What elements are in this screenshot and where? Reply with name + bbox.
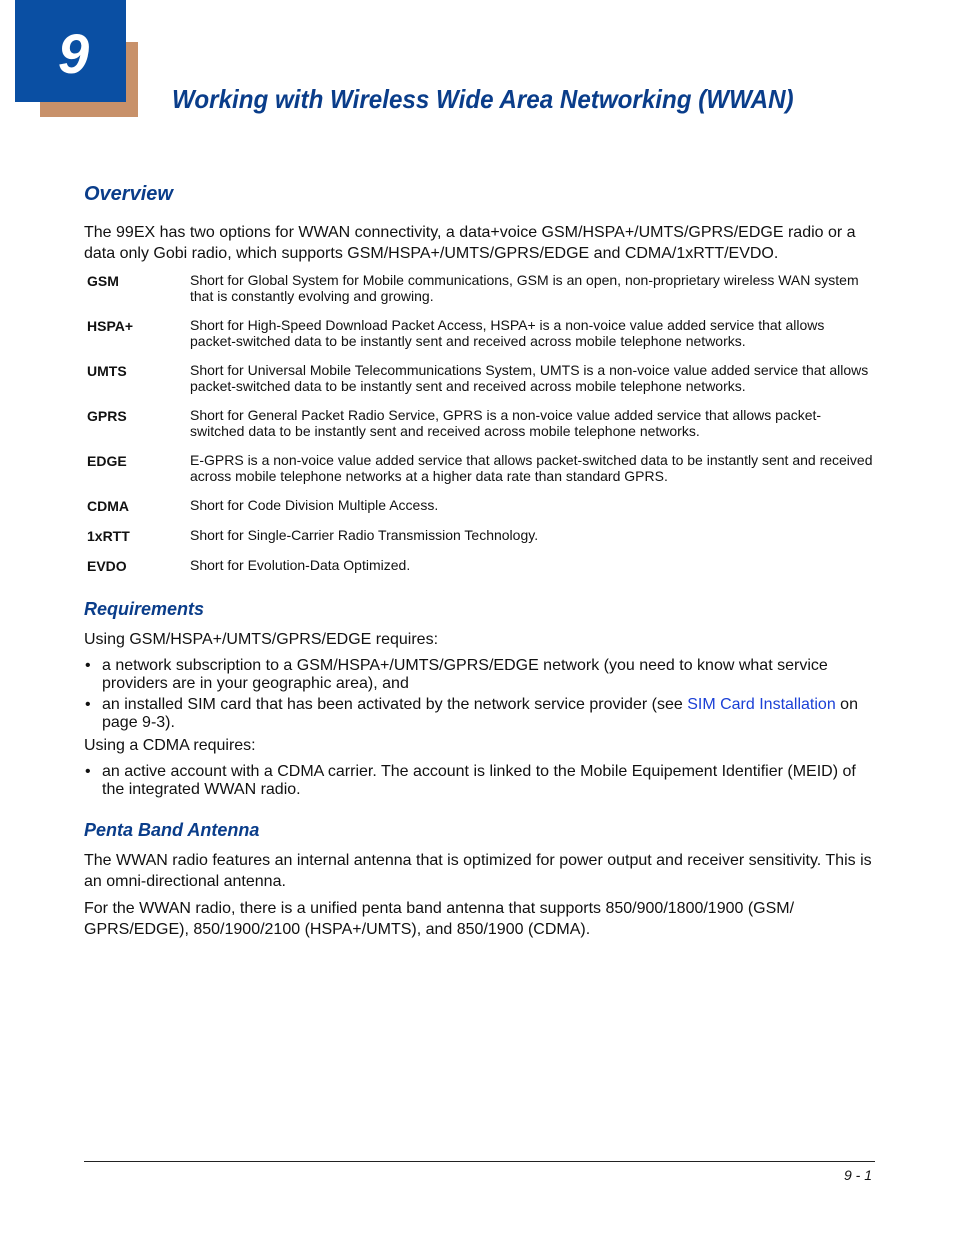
glossary-row xyxy=(84,273,874,304)
list-item xyxy=(84,696,874,732)
requirements-gsm-intro: Using GSM/HSPA+/UMTS/GPRS/EDGE requires: xyxy=(84,631,439,648)
glossary-term: GPRS xyxy=(87,408,127,424)
glossary-row xyxy=(84,558,874,574)
bullet-icon: • xyxy=(85,657,91,674)
glossary-list xyxy=(84,273,874,574)
glossary-term: UMTS xyxy=(87,363,127,379)
cdma-requirements-list xyxy=(84,763,874,799)
overview-intro: The 99EX has two options for WWAN connectivity, a data+voice GSM/HSPA+/UMTS/GPRS/EDGE radio or a data only Gobi radio, which supports GSM/HSPA+/UMTS/GPRS/EDGE and CDMA/1xRTT/EVDO. xyxy=(84,224,856,262)
glossary-row xyxy=(84,528,874,544)
footer-divider xyxy=(84,1161,875,1162)
glossary-definition: Short for Global System for Mobile communications, GSM is an open, non-proprietary wireless WAN system that is constantly evolving and growing. xyxy=(190,272,859,304)
list-item xyxy=(84,763,874,799)
glossary-term: EVDO xyxy=(87,558,127,574)
page-content xyxy=(84,182,874,940)
chapter-number: 9 xyxy=(58,22,90,85)
glossary-row xyxy=(84,363,874,394)
antenna-heading: Penta Band Antenna xyxy=(84,820,260,840)
antenna-paragraph-1: The WWAN radio features an internal antenna that is optimized for power output and receiver sensitivity. This is an omni-directional antenna. xyxy=(84,852,872,890)
requirements-cdma-intro: Using a CDMA requires: xyxy=(84,737,256,754)
bullet-icon: • xyxy=(85,763,91,780)
glossary-row xyxy=(84,498,874,514)
glossary-term: CDMA xyxy=(87,498,129,514)
list-item-text: an installed SIM card that has been activated by the network service provider (see xyxy=(102,696,688,713)
list-item-text: an active account with a CDMA carrier. The account is linked to the Mobile Equipement Identifier (MEID) of the integrated WWAN radio. xyxy=(102,763,856,798)
glossary-definition: Short for High-Speed Download Packet Access, HSPA+ is a non-voice value added service that allows packet-switched data to be instantly sent and received across mobile telephone networks. xyxy=(190,317,825,349)
antenna-paragraph-2: For the WWAN radio, there is a unified penta band antenna that supports 850/900/1800/1900 (GSM/ GPRS/EDGE), 850/1900/2100 (HSPA+/UMTS), and 850/1900 (CDMA). xyxy=(84,900,795,938)
glossary-term: 1xRTT xyxy=(87,528,130,544)
glossary-term: GSM xyxy=(87,273,119,289)
glossary-row xyxy=(84,408,874,439)
gsm-requirements-list xyxy=(84,657,874,732)
glossary-definition: Short for Code Division Multiple Access. xyxy=(190,497,439,513)
overview-heading: Overview xyxy=(84,183,173,205)
glossary-row xyxy=(84,453,874,484)
sim-card-installation-link[interactable]: SIM Card Installation xyxy=(687,696,836,713)
bullet-icon: • xyxy=(85,696,91,713)
chapter-title: Working with Wireless Wide Area Networking (WWAN) xyxy=(172,84,794,114)
list-item-text: a network subscription to a GSM/HSPA+/UMTS/GPRS/EDGE network (you need to know what service providers are in your geographic area), and xyxy=(102,657,828,692)
list-item-text: on page 9-3). xyxy=(102,696,858,731)
glossary-definition: E-GPRS is a non-voice value added service that allows packet-switched data to be instantly sent and received across mobile telephone networks at a higher data rate than standard GPRS. xyxy=(190,452,873,484)
glossary-definition: Short for Universal Mobile Telecommunications System, UMTS is a non-voice value added service that allows packet-switched data to be instantly sent and received across mobile telephone networks. xyxy=(190,362,869,394)
glossary-definition: Short for Evolution-Data Optimized. xyxy=(190,557,411,573)
glossary-term: EDGE xyxy=(87,453,127,469)
glossary-definition: Short for General Packet Radio Service, GPRS is a non-voice value added service that allows packet-switched data to be instantly sent and received across mobile telephone networks. xyxy=(190,407,822,439)
glossary-term: HSPA+ xyxy=(87,318,134,334)
requirements-heading: Requirements xyxy=(84,599,205,619)
list-item xyxy=(84,657,874,693)
glossary-row xyxy=(84,318,874,349)
glossary-definition: Short for Single-Carrier Radio Transmission Technology. xyxy=(190,527,539,543)
page-number: 9 - 1 xyxy=(843,1167,872,1183)
